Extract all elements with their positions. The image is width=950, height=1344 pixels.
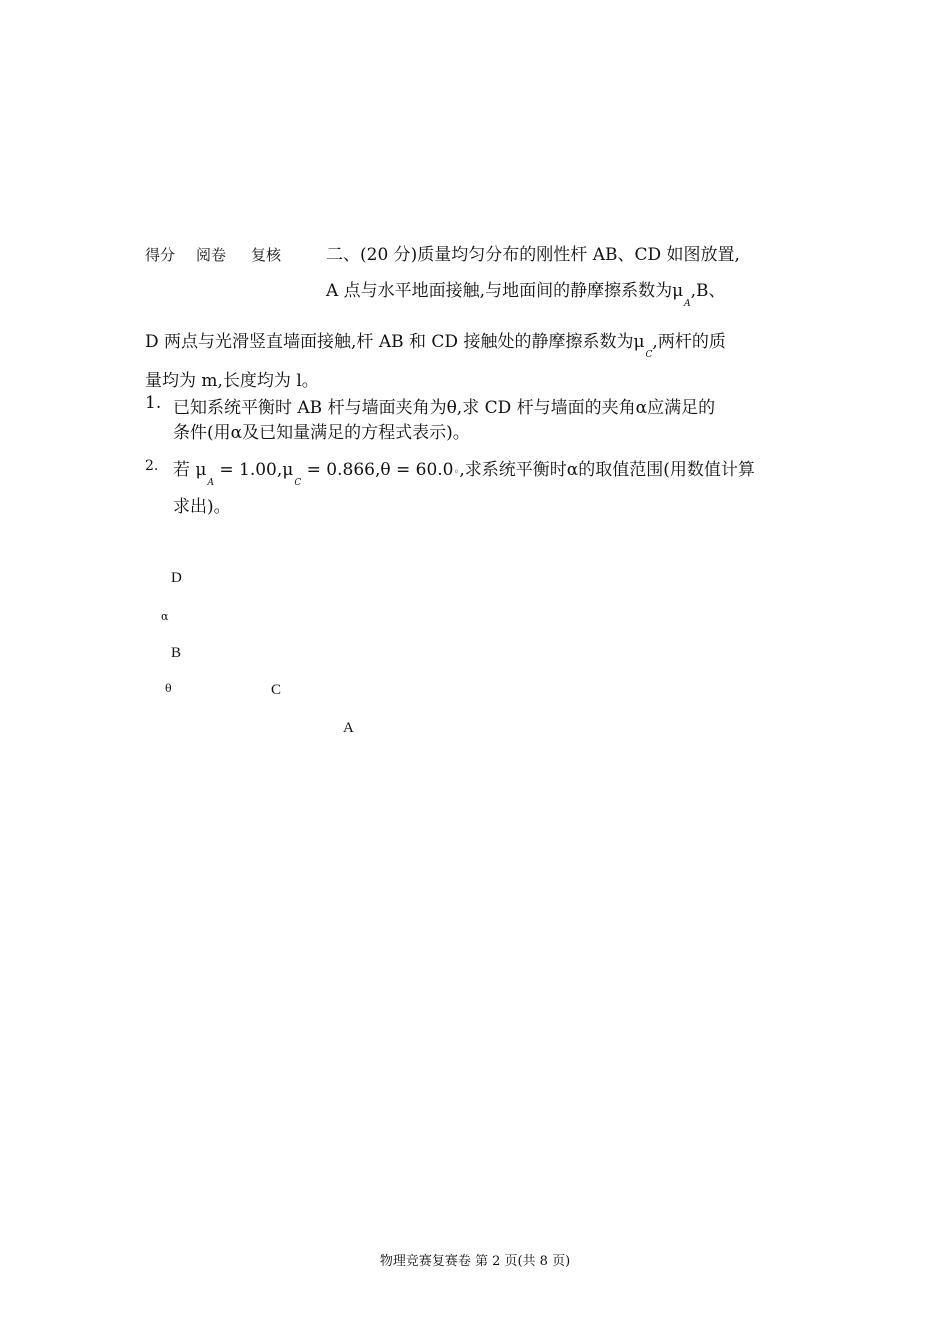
problem-line-2 bbox=[326, 276, 726, 309]
q1-line-2: 条件(用α及已知量满足的方程式表示)。 bbox=[173, 423, 470, 443]
mu-symbol: μ bbox=[672, 281, 684, 301]
problem-line-4: 量均为 m,长度均为 l。 bbox=[145, 371, 319, 391]
problem-line-2-end: ,B、 bbox=[690, 281, 726, 301]
q2-line-2: 求出)。 bbox=[173, 497, 231, 517]
degree-symbol: ◦ bbox=[453, 467, 460, 478]
q1-line-1: 已知系统平衡时 AB 杆与墙面夹角为θ,求 CD 杆与墙面的夹角α应满足的 bbox=[173, 398, 716, 418]
problem-line-2-text: A 点与水平地面接触,与地面间的静摩擦系数为 bbox=[326, 281, 673, 301]
q2-subscript-c: C bbox=[294, 478, 302, 488]
mu-symbol-c: μ bbox=[633, 332, 645, 352]
q2-eq-2: = 0.866,θ = 60.0 bbox=[306, 460, 454, 480]
q2-eq-1: = 1.00, bbox=[219, 460, 283, 480]
reviewer-label: 阅卷 bbox=[196, 246, 227, 264]
q2-text-end: ,求系统平衡时α的取值范围(用数值计算 bbox=[459, 460, 755, 480]
diagram-label-c: C bbox=[271, 682, 282, 698]
problem-line-3-text: D 两点与光滑竖直墙面接触,杆 AB 和 CD 接触处的静摩擦系数为 bbox=[145, 332, 634, 352]
problem-line-3 bbox=[145, 327, 726, 360]
q1-number: 1. bbox=[145, 393, 162, 413]
q2-number: 2. bbox=[145, 458, 159, 474]
diagram-label-theta: θ bbox=[165, 682, 172, 695]
problem-line-3-end: ,两杆的质 bbox=[652, 332, 726, 352]
checker-label: 复核 bbox=[251, 246, 282, 264]
q2-text-start: 若 bbox=[173, 460, 190, 480]
problem-title: 二、(20 分)质量均匀分布的刚性杆 AB、CD 如图放置, bbox=[326, 245, 740, 265]
subscript-a: A bbox=[684, 299, 691, 309]
q2-subscript-a: A bbox=[207, 478, 214, 488]
q2-mu-a: μ bbox=[195, 460, 207, 480]
diagram-label-alpha: α bbox=[161, 610, 169, 623]
diagram-label-b: B bbox=[171, 645, 182, 661]
diagram-label-a: A bbox=[343, 720, 354, 736]
q2-line-1 bbox=[173, 455, 755, 488]
q2-mu-c: μ bbox=[282, 460, 294, 480]
diagram-label-d: D bbox=[171, 570, 182, 586]
page-footer: 物理竞赛复赛卷 第 2 页(共 8 页) bbox=[379, 1254, 571, 1269]
subscript-c: C bbox=[645, 350, 653, 360]
score-label: 得分 bbox=[145, 246, 176, 264]
